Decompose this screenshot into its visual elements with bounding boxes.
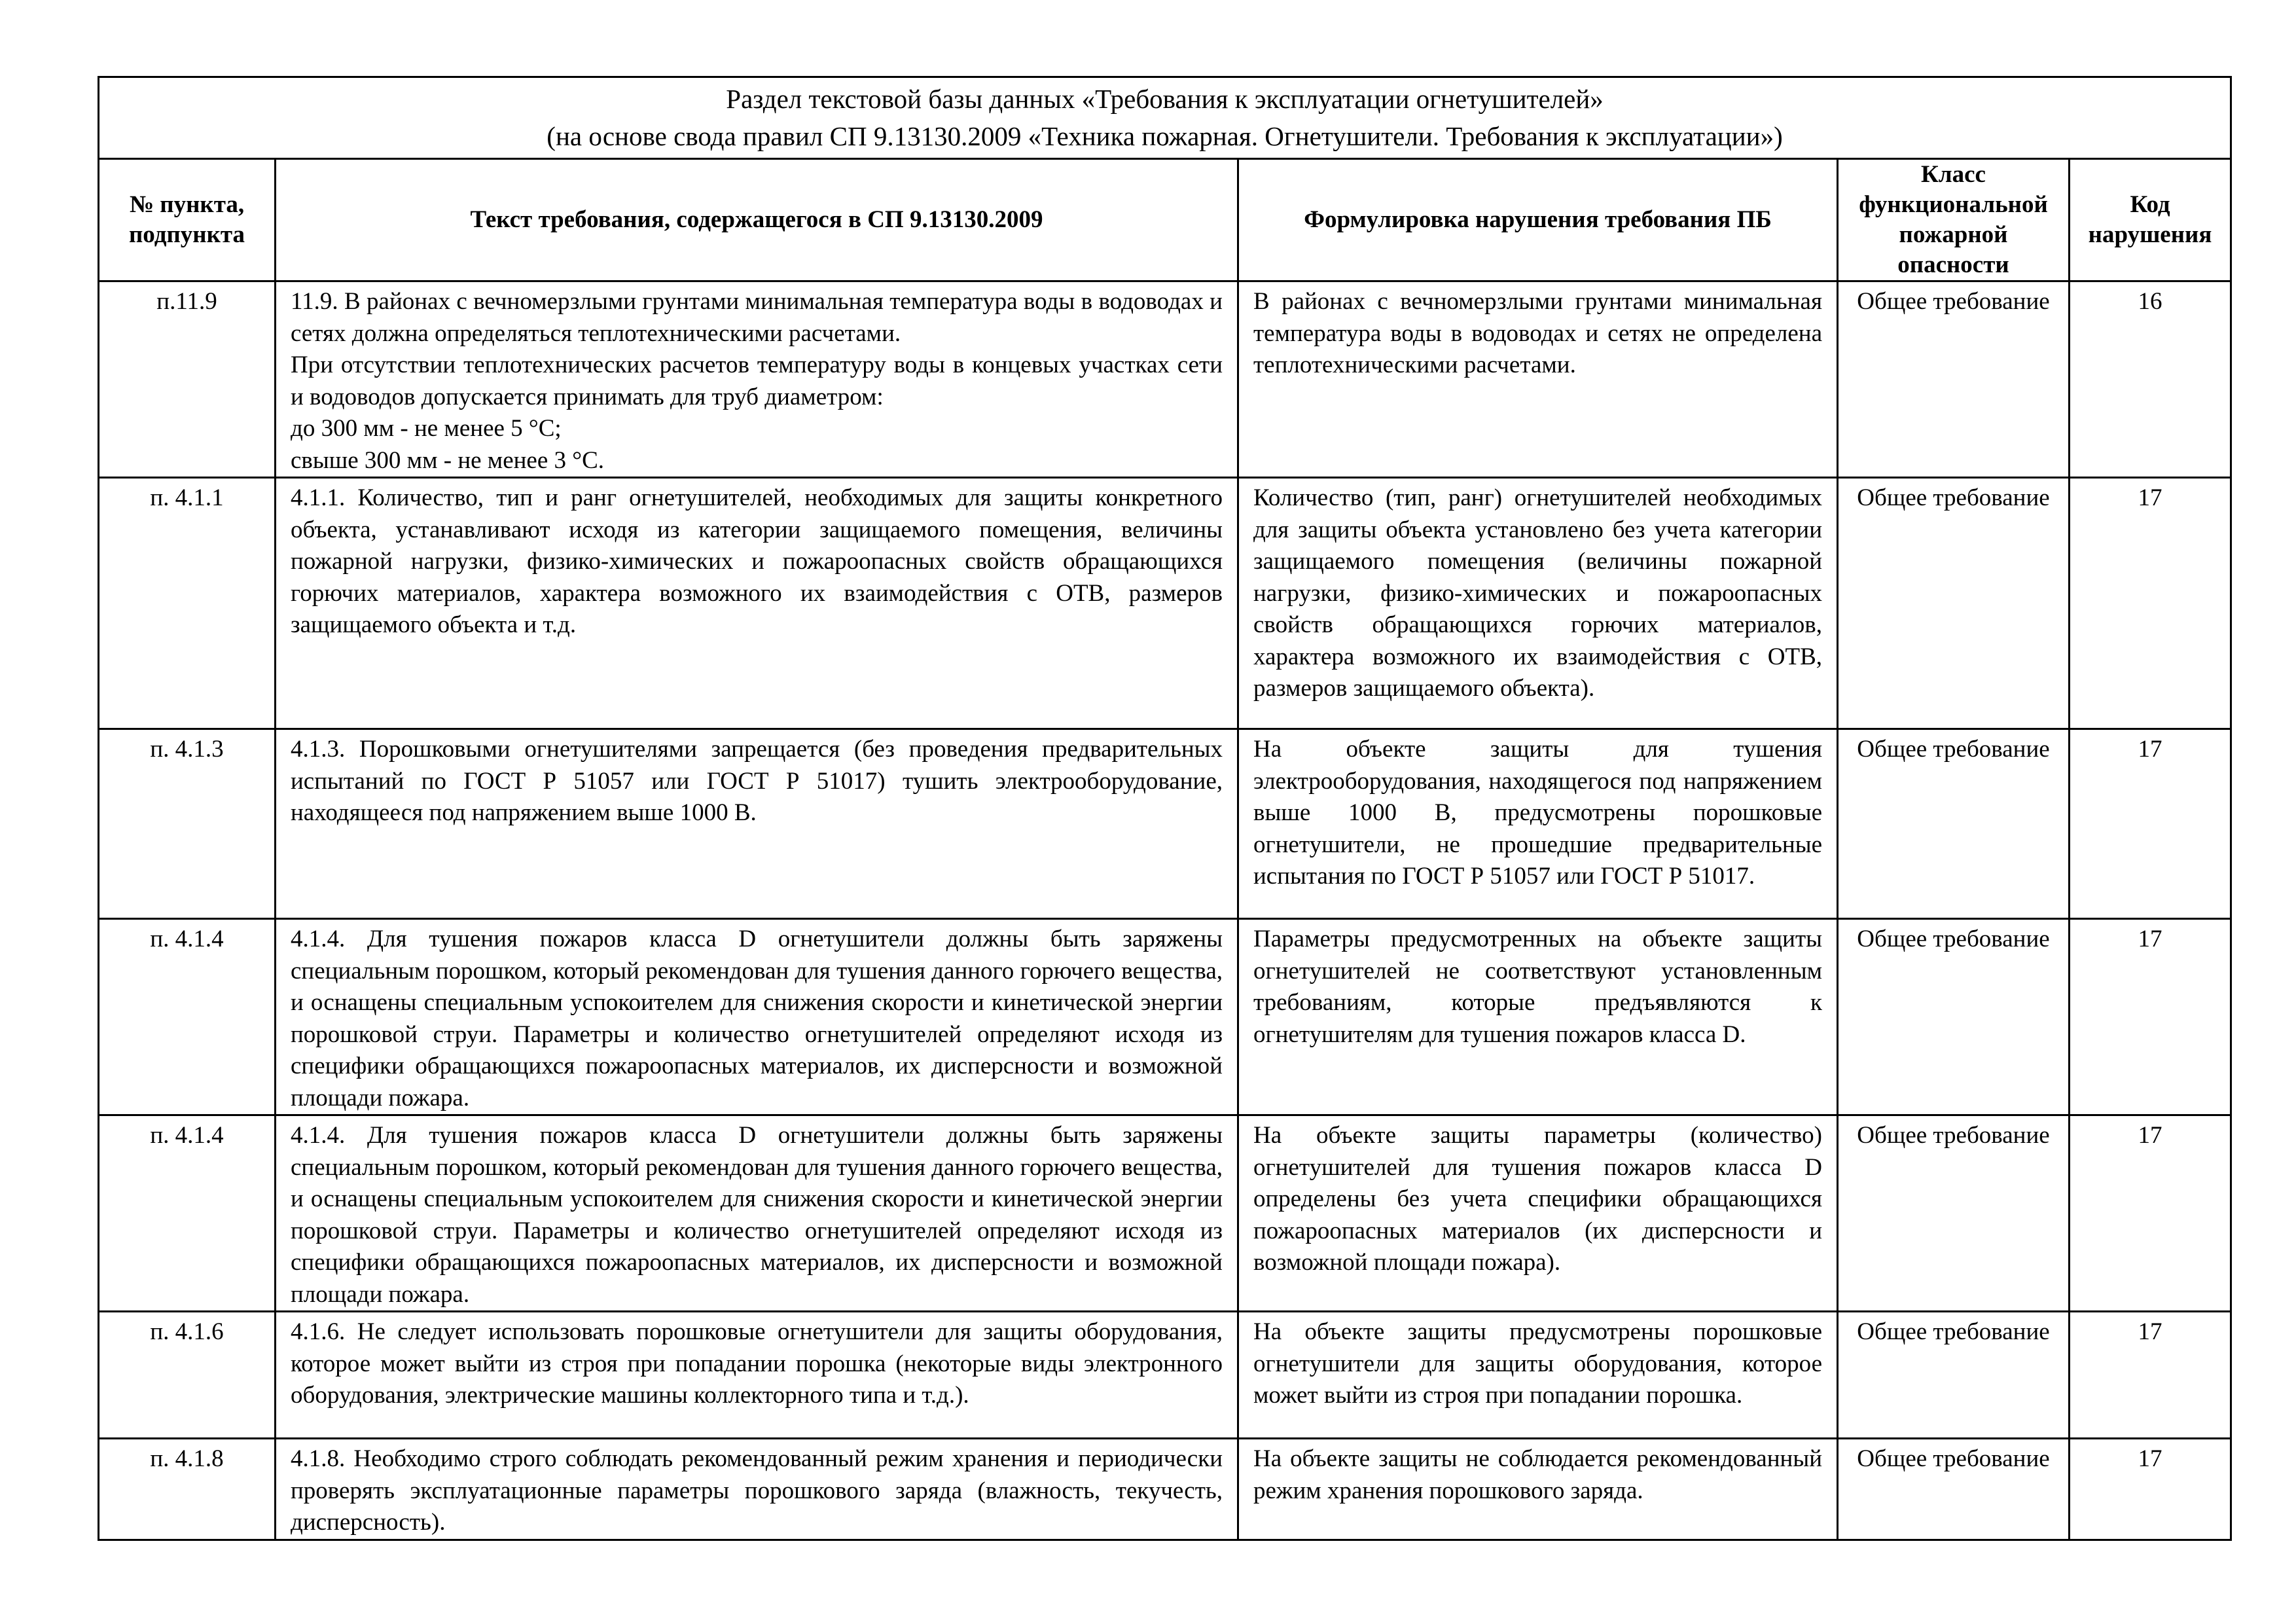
cell-violation-text: На объекте защиты для тушения электрооборудования, находящегося под напряжением выше 1000 В, предусмотрены порошковые огнетушители, не прошедшие предварительные испытания по ГОСТ Р 51057 или ГОСТ Р 51017. bbox=[1238, 729, 1838, 919]
table-row bbox=[99, 1312, 2231, 1439]
cell-item-number: п. 4.1.1 bbox=[99, 478, 276, 729]
cell-requirement-text bbox=[276, 478, 1238, 729]
cell-hazard-class: Общее требование bbox=[1838, 478, 2070, 729]
table-row bbox=[99, 478, 2231, 729]
cell-violation-code: 17 bbox=[2070, 919, 2231, 1115]
cell-violation-code: 17 bbox=[2070, 729, 2231, 919]
cell-item-number: п. 4.1.6 bbox=[99, 1312, 276, 1439]
cell-hazard-class: Общее требование bbox=[1838, 1439, 2070, 1540]
cell-hazard-class: Общее требование bbox=[1838, 919, 2070, 1115]
title-line-1: Раздел текстовой базы данных «Требования к эксплуатации огнетушителей» bbox=[726, 84, 1604, 114]
table-row bbox=[99, 919, 2231, 1115]
table-row bbox=[99, 1115, 2231, 1312]
cell-requirement-text bbox=[276, 1439, 1238, 1540]
cell-violation-text: Параметры предусмотренных на объекте защиты огнетушителей не соответствуют установленным требованиям, которые предъявляются к огнетушителям для тушения пожаров класса D. bbox=[1238, 919, 1838, 1115]
cell-violation-text: Количество (тип, ранг) огнетушителей необходимых для защиты объекта установлено без учета категории защищаемого помещения (величины пожарной нагрузки, физико-химических и пожароопасных свойств обращающихся горючих материалов, характера возможного их взаимодействия с ОТВ, размеров защищаемого объекта). bbox=[1238, 478, 1838, 729]
requirement-paragraph: 4.1.8. Необходимо строго соблюдать рекомендованный режим хранения и периодически проверять эксплуатационные параметры порошкового заряда (влажность, текучесть, дисперсность). bbox=[291, 1445, 1223, 1536]
cell-violation-text: В районах с вечномерзлыми грунтами минимальная температура воды в водоводах и сетях не определена теплотехническими расчетами. bbox=[1238, 281, 1838, 478]
header-class: Класс функциональной пожарной опасности bbox=[1838, 159, 2070, 281]
cell-hazard-class: Общее требование bbox=[1838, 729, 2070, 919]
requirement-paragraph: 4.1.4. Для тушения пожаров класса D огнетушители должны быть заряжены специальным порошком, который рекомендован для тушения данного горючего вещества, и оснащены специальным успокоителем для снижения скорости и кинетической энергии порошковой струи. Параметры и количество огнетушителей определяют исходя из специфики обращающихся пожароопасных материалов, их дисперсности и возможной площади пожара. bbox=[291, 926, 1223, 1111]
title-row bbox=[99, 77, 2231, 159]
title-line-2: (на основе свода правил СП 9.13130.2009 «Техника пожарная. Огнетушители. Требования к эксплуатации») bbox=[547, 121, 1783, 151]
header-text: Текст требования, содержащегося в СП 9.13130.2009 bbox=[276, 159, 1238, 281]
requirement-paragraph: 4.1.3. Порошковыми огнетушителями запрещается (без проведения предварительных испытаний по ГОСТ Р 51057 или ГОСТ Р 51017) тушить электрооборудование, находящееся под напряжением выше 1000 В. bbox=[291, 736, 1223, 826]
header-num: № пункта, подпункта bbox=[99, 159, 276, 281]
cell-violation-code: 17 bbox=[2070, 478, 2231, 729]
requirement-paragraph: до 300 мм - не менее 5 °С; bbox=[291, 415, 562, 442]
cell-violation-text: На объекте защиты предусмотрены порошковые огнетушители для защиты оборудования, которое может выйти из строя при попадании порошка. bbox=[1238, 1312, 1838, 1439]
table-body bbox=[99, 77, 2231, 1540]
cell-violation-text: На объекте защиты параметры (количество) огнетушителей для тушения пожаров класса D определены без учета специфики обращающихся пожароопасных материалов (их дисперсности и возможной площади пожара). bbox=[1238, 1115, 1838, 1312]
header-violation: Формулировка нарушения требования ПБ bbox=[1238, 159, 1838, 281]
cell-item-number: п. 4.1.3 bbox=[99, 729, 276, 919]
requirement-paragraph: При отсутствии теплотехнических расчетов температуру воды в концевых участках сети и водоводов допускается принимать для труб диаметром: bbox=[291, 352, 1223, 410]
document-title bbox=[99, 77, 2231, 159]
cell-violation-text: На объекте защиты не соблюдается рекомендованный режим хранения порошкового заряда. bbox=[1238, 1439, 1838, 1540]
cell-hazard-class: Общее требование bbox=[1838, 281, 2070, 478]
cell-violation-code: 17 bbox=[2070, 1312, 2231, 1439]
requirement-paragraph: 4.1.4. Для тушения пожаров класса D огнетушители должны быть заряжены специальным порошком, который рекомендован для тушения данного горючего вещества, и оснащены специальным успокоителем для снижения скорости и кинетической энергии порошковой струи. Параметры и количество огнетушителей определяют исходя из специфики обращающихся пожароопасных материалов, их дисперсности и возможной площади пожара. bbox=[291, 1122, 1223, 1308]
header-code: Код нарушения bbox=[2070, 159, 2231, 281]
cell-requirement-text bbox=[276, 1312, 1238, 1439]
header-row bbox=[99, 159, 2231, 281]
cell-requirement-text bbox=[276, 1115, 1238, 1312]
cell-hazard-class: Общее требование bbox=[1838, 1312, 2070, 1439]
requirement-paragraph: 4.1.6. Не следует использовать порошковые огнетушители для защиты оборудования, которое может выйти из строя при попадании порошка (некоторые виды электронного оборудования, электрические машины коллекторного типа и т.д.). bbox=[291, 1318, 1223, 1409]
table-row bbox=[99, 281, 2231, 478]
cell-item-number: п. 4.1.8 bbox=[99, 1439, 276, 1540]
cell-requirement-text bbox=[276, 281, 1238, 478]
requirements-table bbox=[98, 76, 2232, 1541]
cell-requirement-text bbox=[276, 729, 1238, 919]
table-row bbox=[99, 729, 2231, 919]
cell-item-number: п. 4.1.4 bbox=[99, 919, 276, 1115]
cell-violation-code: 17 bbox=[2070, 1115, 2231, 1312]
cell-item-number: п. 4.1.4 bbox=[99, 1115, 276, 1312]
cell-violation-code: 17 bbox=[2070, 1439, 2231, 1540]
cell-requirement-text bbox=[276, 919, 1238, 1115]
cell-item-number: п.11.9 bbox=[99, 281, 276, 478]
table-row bbox=[99, 1439, 2231, 1540]
requirement-paragraph: 11.9. В районах с вечномерзлыми грунтами минимальная температура воды в водоводах и сетях должна определяться теплотехническими расчетами. bbox=[291, 288, 1223, 347]
requirement-paragraph: 4.1.1. Количество, тип и ранг огнетушителей, необходимых для защиты конкретного объекта, устанавливают исходя из категории защищаемого помещения, величины пожарной нагрузки, физико-химических и пожароопасных свойств обращающихся горючих материалов, характера возможного их взаимодействия с ОТВ, размеров защищаемого объекта и т.д. bbox=[291, 484, 1223, 638]
cell-violation-code: 16 bbox=[2070, 281, 2231, 478]
cell-hazard-class: Общее требование bbox=[1838, 1115, 2070, 1312]
requirement-paragraph: свыше 300 мм - не менее 3 °С. bbox=[291, 446, 604, 474]
